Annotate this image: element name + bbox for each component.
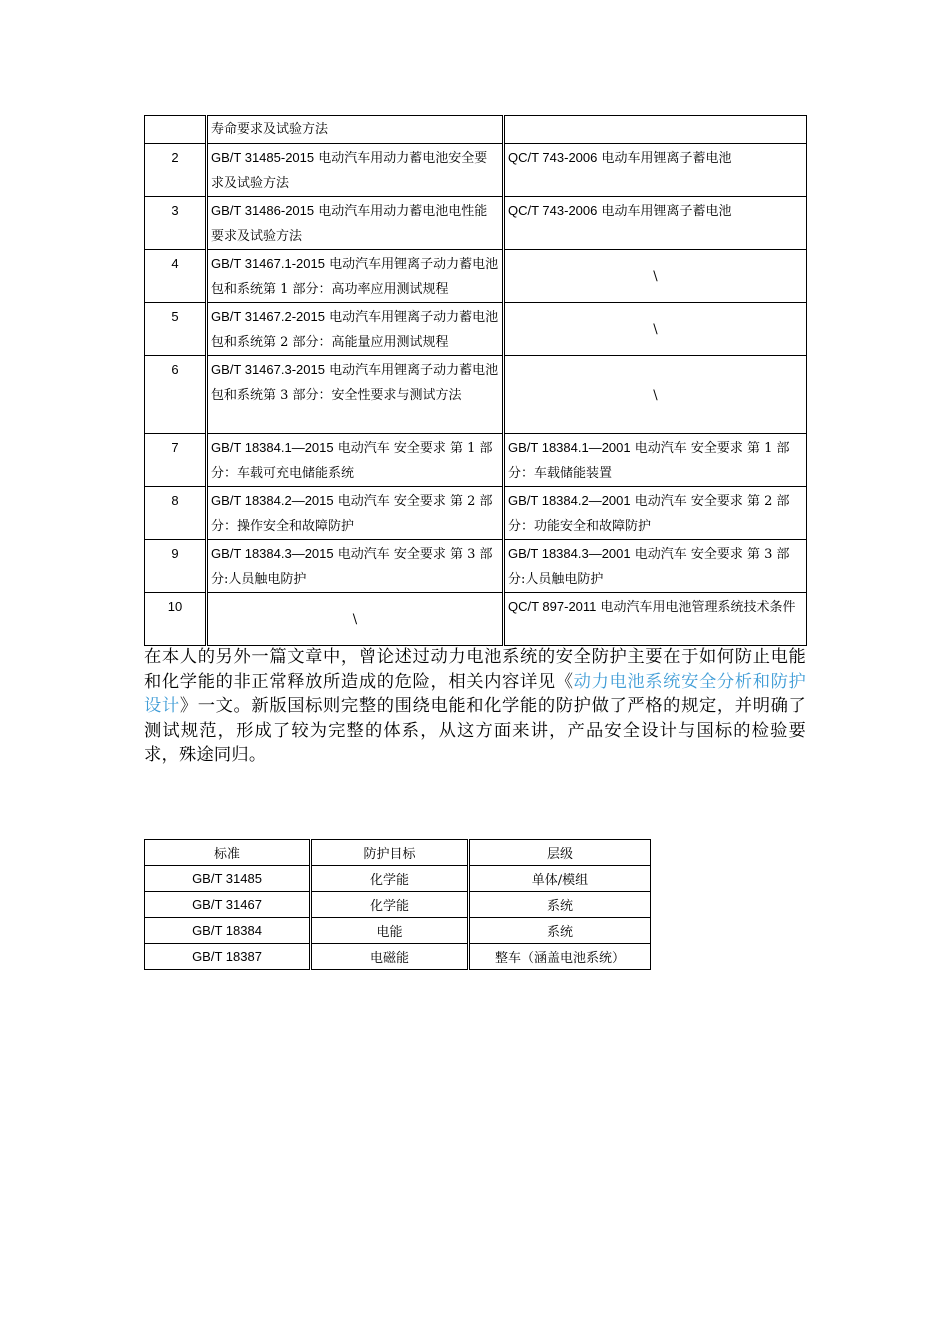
standard-title: 电动车用锂离子蓄电池 xyxy=(597,151,732,166)
article-link[interactable]: 动力电池系统安全分析和防护设计 xyxy=(144,671,806,717)
standards-comparison-table xyxy=(144,115,807,646)
standard-cell: GB/T 31485 xyxy=(145,866,311,892)
table-row xyxy=(145,116,807,144)
standard-title: 电动汽车用锂离子动力蓄电池包和系统第 3 部分：安全性要求与测试方法 xyxy=(211,363,499,403)
standard-title: 电动汽车 安全要求 第 3 部分:人员触电防护 xyxy=(211,547,493,587)
table-row xyxy=(145,434,807,487)
standard-cell: GB/T 18387 xyxy=(145,944,311,970)
body-paragraph: 在本人的另外一篇文章中，曾论述过动力电池系统的安全防护主要在于如何防止电能和化学能的非正常释放所造成的危险，相关内容详见《动力电池系统安全分析和防护设计》一文。新版国标则完整的围绕电能和化学能的防护做了严格的规定，并明确了测试规范，形成了较为完整的体系，从这方面来讲，产品安全设计与国标的检验要求，殊途同归。 xyxy=(144,647,806,766)
row-number: 2 xyxy=(145,144,207,197)
standard-cell: GB/T 18384 xyxy=(145,918,311,944)
standard-title: 电动汽车 安全要求 第 3 部分:人员触电防护 xyxy=(508,547,790,587)
header-standard: 标准 xyxy=(145,840,311,866)
old-standard-cell xyxy=(504,116,807,144)
row-number: 10 xyxy=(145,593,207,646)
table-row xyxy=(145,356,807,434)
row-number: 9 xyxy=(145,540,207,593)
table-row xyxy=(145,944,651,970)
standard-title: 电动汽车用电池管理系统技术条件 xyxy=(596,600,796,615)
new-standard-cell xyxy=(207,303,504,356)
table-row xyxy=(145,593,807,646)
table-header-row xyxy=(145,840,651,866)
standard-code: GB/T 18384.2—2015 xyxy=(211,493,334,508)
old-standard-cell xyxy=(504,487,807,540)
header-protection-target: 防护目标 xyxy=(311,840,469,866)
standard-title: 电动汽车 安全要求 第 1 部分：车载储能装置 xyxy=(508,441,790,481)
standard-code: QC/T 743-2006 xyxy=(508,203,598,218)
new-standard-cell xyxy=(207,487,504,540)
level-cell: 系统 xyxy=(469,892,651,918)
no-predecessor-cell: \ xyxy=(504,250,807,303)
standard-code: GB/T 31485-2015 xyxy=(211,150,315,165)
row-number xyxy=(145,116,207,144)
table-row xyxy=(145,250,807,303)
standard-code: QC/T 743-2006 xyxy=(508,150,598,165)
no-predecessor-cell: \ xyxy=(504,356,807,434)
table-row xyxy=(145,144,807,197)
new-standard-cell xyxy=(207,356,504,434)
standard-code: GB/T 18384.2—2001 xyxy=(508,493,631,508)
row-number: 7 xyxy=(145,434,207,487)
table-row xyxy=(145,892,651,918)
no-new-standard-cell: \ xyxy=(207,593,504,646)
standard-cell: GB/T 31467 xyxy=(145,892,311,918)
table-row xyxy=(145,866,651,892)
row-number: 6 xyxy=(145,356,207,434)
table-row xyxy=(145,197,807,250)
no-predecessor-cell: \ xyxy=(504,303,807,356)
level-cell: 整车（涵盖电池系统） xyxy=(469,944,651,970)
standard-title: 电动汽车用锂离子动力蓄电池包和系统第 1 部分：高功率应用测试规程 xyxy=(211,257,499,297)
old-standard-cell xyxy=(504,540,807,593)
standard-title: 电动汽车 安全要求 第 1 部分：车载可充电储能系统 xyxy=(211,441,493,481)
standard-code: GB/T 18384.1—2015 xyxy=(211,440,334,455)
standard-code: GB/T 18384.3—2015 xyxy=(211,546,334,561)
table-row xyxy=(145,303,807,356)
standard-code: GB/T 18384.1—2001 xyxy=(508,440,631,455)
table-row xyxy=(145,918,651,944)
row-number: 3 xyxy=(145,197,207,250)
standard-code: QC/T 897-2011 xyxy=(508,599,597,614)
standard-code: GB/T 31467.3-2015 xyxy=(211,362,325,377)
row-number: 8 xyxy=(145,487,207,540)
row-number: 5 xyxy=(145,303,207,356)
table-row xyxy=(145,487,807,540)
old-standard-cell xyxy=(504,593,807,646)
standard-title: 电动车用锂离子蓄电池 xyxy=(597,204,732,219)
protection-target-cell: 电磁能 xyxy=(311,944,469,970)
new-standard-cell xyxy=(207,540,504,593)
level-cell: 系统 xyxy=(469,918,651,944)
new-standard-cell xyxy=(207,144,504,197)
protection-target-cell: 化学能 xyxy=(311,892,469,918)
standard-title: 电动汽车用动力蓄电池安全要求及试验方法 xyxy=(211,151,488,191)
old-standard-cell xyxy=(504,434,807,487)
row-number: 4 xyxy=(145,250,207,303)
protection-target-cell: 化学能 xyxy=(311,866,469,892)
level-cell: 单体/模组 xyxy=(469,866,651,892)
new-standard-cell: 寿命要求及试验方法 xyxy=(207,116,504,144)
protection-target-cell: 电能 xyxy=(311,918,469,944)
table-row xyxy=(145,540,807,593)
header-level: 层级 xyxy=(469,840,651,866)
standard-title: 电动汽车用动力蓄电池电性能要求及试验方法 xyxy=(211,204,488,244)
new-standard-cell xyxy=(207,197,504,250)
standard-code: GB/T 31467.1-2015 xyxy=(211,256,325,271)
standard-title: 电动汽车 安全要求 第 2 部分：操作安全和故障防护 xyxy=(211,494,493,534)
standard-title: 电动汽车 安全要求 第 2 部分：功能安全和故障防护 xyxy=(508,494,790,534)
standard-code: GB/T 18384.3—2001 xyxy=(508,546,631,561)
standard-code: GB/T 31486-2015 xyxy=(211,203,315,218)
protection-summary-table xyxy=(144,839,651,970)
new-standard-cell xyxy=(207,434,504,487)
standard-code: GB/T 31467.2-2015 xyxy=(211,309,325,324)
standard-title: 电动汽车用锂离子动力蓄电池包和系统第 2 部分：高能量应用测试规程 xyxy=(211,310,499,350)
new-standard-cell xyxy=(207,250,504,303)
old-standard-cell xyxy=(504,197,807,250)
old-standard-cell xyxy=(504,144,807,197)
